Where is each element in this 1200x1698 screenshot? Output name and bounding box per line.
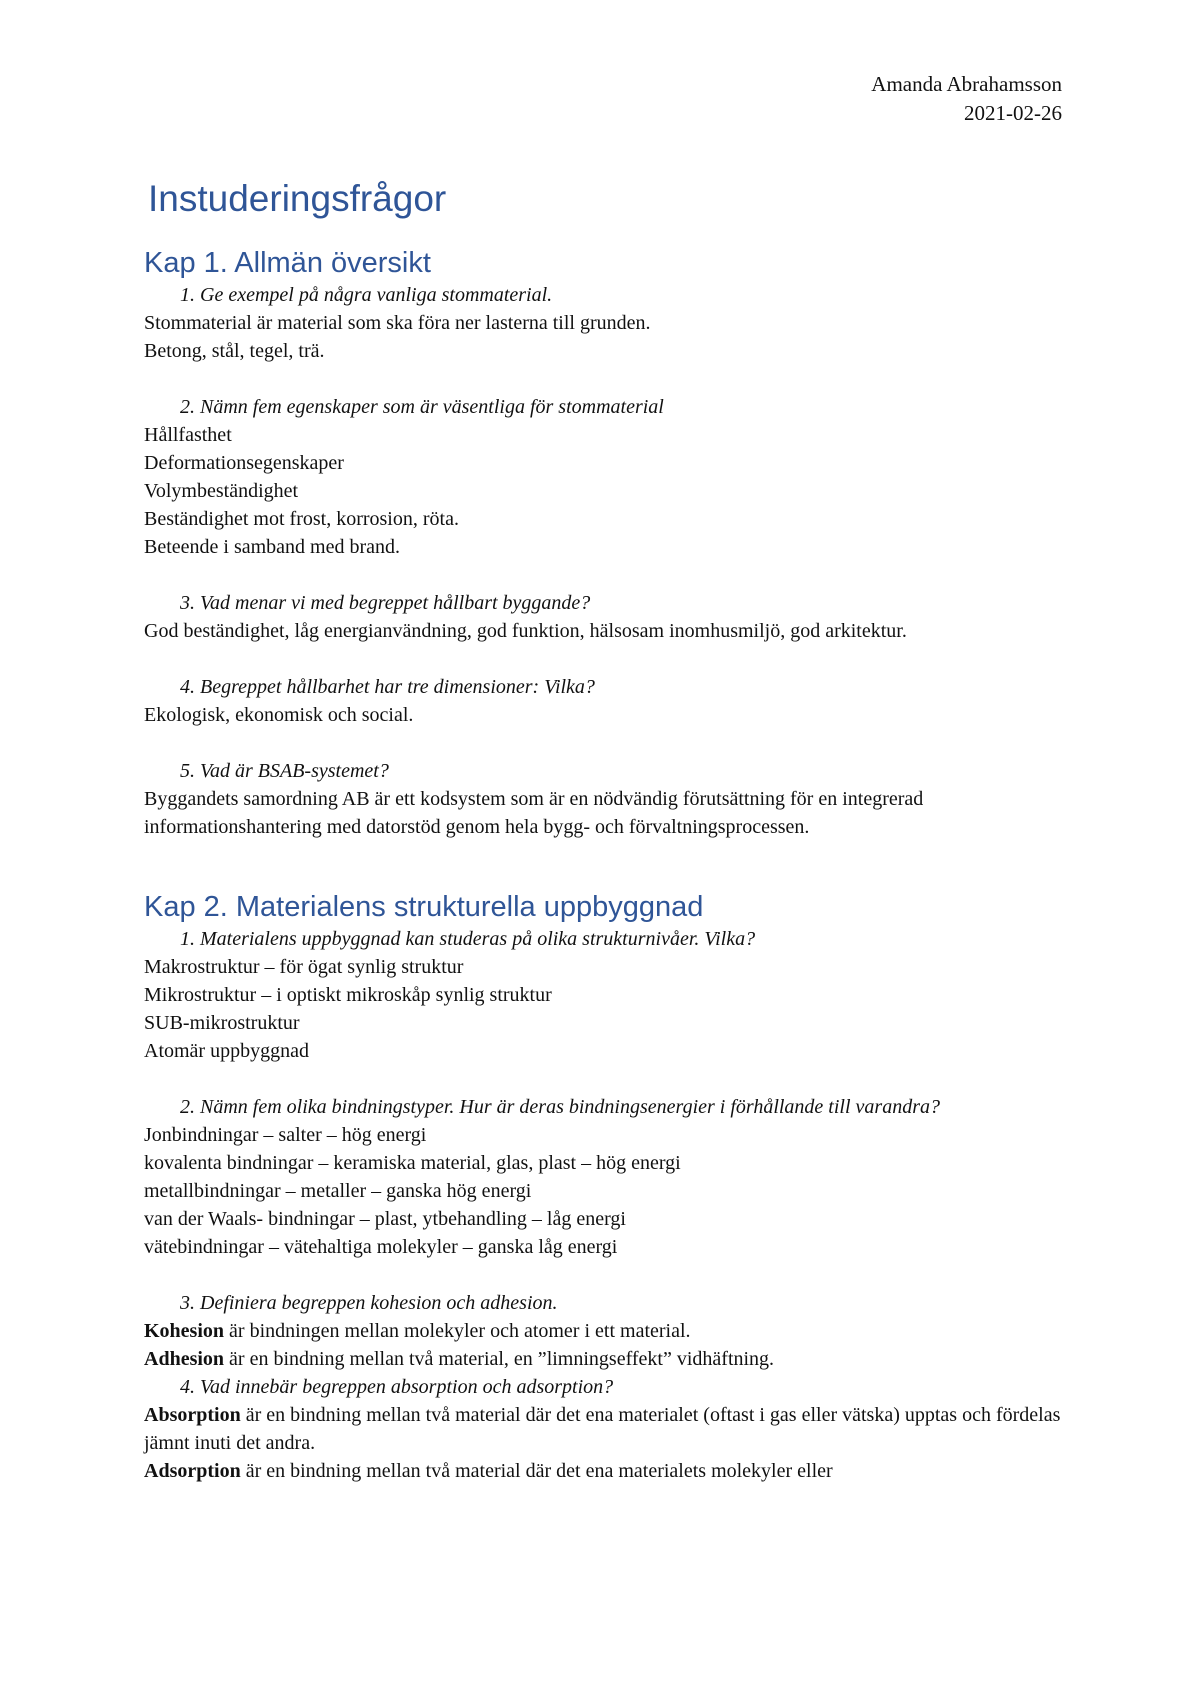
term: Kohesion	[144, 1320, 225, 1342]
question	[144, 1289, 1064, 1317]
document-header	[871, 70, 1062, 128]
document-date: 2021-02-26	[964, 101, 1062, 125]
answer-line: kovalenta bindningar – keramiska material, glas, plast – hög energi	[144, 1152, 681, 1174]
question	[144, 1093, 1064, 1121]
definition: är en bindning mellan två material, en ”limningseffekt” vidhäftning.	[224, 1348, 775, 1370]
answer-line: Hållfasthet	[144, 424, 232, 446]
chapter-2	[144, 889, 1064, 1485]
author-name: Amanda Abrahamsson	[871, 72, 1062, 96]
answer-line: Jonbindningar – salter – hög energi	[144, 1124, 427, 1146]
question-text: 3. Vad menar vi med begreppet hållbart byggande?	[180, 592, 591, 614]
answer-line: Beteende i samband med brand.	[144, 536, 401, 558]
answer-line: God beständighet, låg energianvändning, god funktion, hälsosam inomhusmiljö, god arkitektur.	[144, 620, 907, 642]
definition: är en bindning mellan två material där det ena materialet (oftast i gas eller vätska) upptas och fördelas jämnt inuti det andra.	[144, 1404, 1061, 1454]
term: Absorption	[144, 1404, 241, 1426]
question	[144, 673, 1064, 701]
answer-line: Stommaterial är material som ska föra ner lasterna till grunden.	[144, 312, 651, 334]
answer-line	[144, 1401, 1064, 1457]
definition: är bindningen mellan molekyler och atomer i ett material.	[224, 1320, 691, 1342]
document-title: Instuderingsfrågor	[148, 178, 447, 219]
question	[144, 393, 1064, 421]
question-text: 5. Vad är BSAB-systemet?	[180, 760, 389, 782]
question-text: 4. Begreppet hållbarhet har tre dimensioner: Vilka?	[180, 676, 595, 698]
term: Adsorption	[144, 1460, 241, 1482]
answer-line: Atomär uppbyggnad	[144, 1040, 309, 1062]
answer-line	[144, 1317, 1064, 1345]
question-text: 2. Nämn fem olika bindningstyper. Hur är deras bindningsenergier i förhållande till varandra?	[180, 1096, 940, 1118]
answer-line: Makrostruktur – för ögat synlig struktur	[144, 956, 464, 978]
document-body	[144, 245, 1064, 1485]
answer-line: vätebindningar – vätehaltiga molekyler – ganska låg energi	[144, 1236, 618, 1258]
answer-line	[144, 1345, 1064, 1373]
chapter-heading: Kap 2. Materialens strukturella uppbyggnad	[144, 891, 704, 923]
answer-line: Beständighet mot frost, korrosion, röta.	[144, 508, 459, 530]
question-text: 1. Materialens uppbyggnad kan studeras på olika strukturnivåer. Vilka?	[180, 928, 756, 950]
definition: är en bindning mellan två material där det ena materialets molekyler eller	[240, 1460, 833, 1482]
question	[144, 281, 1064, 309]
question	[144, 1373, 1064, 1401]
question	[144, 757, 1064, 785]
question-text: 2. Nämn fem egenskaper som är väsentliga för stommaterial	[180, 396, 664, 418]
chapter-1	[144, 245, 1064, 841]
answer-line: Mikrostruktur – i optiskt mikroskåp synlig struktur	[144, 984, 552, 1006]
question-text: 4. Vad innebär begreppen absorption och adsorption?	[180, 1376, 614, 1398]
answer-line: Ekologisk, ekonomisk och social.	[144, 704, 414, 726]
chapter-heading: Kap 1. Allmän översikt	[144, 247, 431, 279]
answer-line: Byggandets samordning AB är ett kodsystem som är en nödvändig förutsättning för en integrerad informationshantering med datorstöd genom hela bygg- och förvaltningsprocessen.	[144, 788, 924, 838]
answer-line: Volymbeständighet	[144, 480, 299, 502]
question-text: 3. Definiera begreppen kohesion och adhesion.	[180, 1292, 558, 1314]
answer-line: metallbindningar – metaller – ganska hög energi	[144, 1180, 532, 1202]
answer-line: SUB-mikrostruktur	[144, 1012, 300, 1034]
answer-line	[144, 1457, 1064, 1485]
answer-line: Betong, stål, tegel, trä.	[144, 340, 325, 362]
term: Adhesion	[144, 1348, 225, 1370]
answer-line: van der Waals- bindningar – plast, ytbehandling – låg energi	[144, 1208, 626, 1230]
answer-line: Deformationsegenskaper	[144, 452, 344, 474]
question-text: 1. Ge exempel på några vanliga stommaterial.	[180, 284, 553, 306]
question	[144, 589, 1064, 617]
question	[144, 925, 1064, 953]
